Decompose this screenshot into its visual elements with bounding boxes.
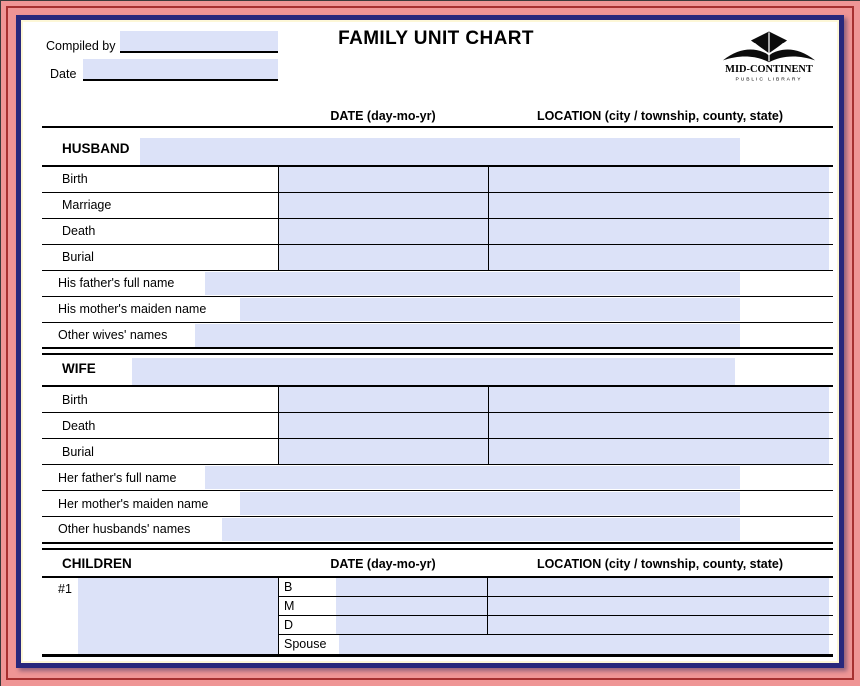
wife-other-husbands-field[interactable] [222, 518, 740, 541]
husband-other-wives-label: Other wives' names [58, 327, 168, 342]
child-spouse-label: Spouse [279, 635, 339, 654]
children-location-header: LOCATION (city / township, county, state) [536, 556, 784, 571]
husband-burial-location-field[interactable] [488, 245, 833, 270]
husband-name-field[interactable] [140, 138, 740, 165]
form-bottom-rule [42, 654, 833, 658]
logo-subtitle: PUBLIC LIBRARY [735, 77, 803, 83]
husband-other-wives-field[interactable] [195, 324, 740, 347]
child-marriage-label: M [279, 597, 336, 615]
husband-father-row [42, 271, 833, 297]
husband-mother-row [42, 297, 833, 323]
husband-other-wives-row [42, 323, 833, 348]
wife-mother-label: Her mother's maiden name [58, 496, 209, 511]
section-divider [42, 542, 833, 550]
wife-father-label: Her father's full name [58, 470, 177, 485]
child-death-row [279, 616, 833, 635]
husband-death-row [42, 219, 833, 245]
page-title: FAMILY UNIT CHART [338, 28, 534, 49]
wife-death-location-field[interactable] [488, 413, 833, 438]
child-name-field[interactable] [78, 578, 278, 654]
wife-birth-date-field[interactable] [278, 387, 488, 412]
husband-burial-label: Burial [62, 250, 94, 264]
child-spouse-row [279, 635, 833, 654]
date-label: Date [50, 67, 77, 81]
child-entry-1 [42, 578, 833, 654]
child-death-date-field[interactable] [336, 616, 487, 634]
wife-name-field[interactable] [132, 358, 735, 385]
family-unit-chart-document [16, 15, 844, 668]
husband-father-field[interactable] [205, 272, 740, 295]
child-spouse-field[interactable] [339, 635, 833, 654]
compiled-by-label: Compiled by [46, 39, 116, 53]
husband-birth-row [42, 167, 833, 193]
wife-father-field[interactable] [205, 466, 740, 489]
library-logo [716, 27, 822, 83]
husband-marriage-location-field[interactable] [488, 193, 833, 218]
wife-death-label: Death [62, 418, 96, 433]
wife-other-husbands-label: Other husbands' names [58, 522, 191, 537]
open-book-icon [723, 32, 815, 63]
child-marriage-location-field[interactable] [487, 597, 833, 615]
child-death-label: D [279, 616, 336, 634]
wife-other-husbands-row [42, 517, 833, 542]
form-table [42, 126, 833, 657]
children-header-row [42, 550, 833, 578]
location-column-header: LOCATION (city / township, county, state) [536, 109, 784, 123]
husband-birth-label: Birth [62, 172, 88, 186]
wife-birth-label: Birth [62, 392, 88, 407]
wife-burial-row [42, 439, 833, 465]
husband-marriage-date-field[interactable] [278, 193, 488, 218]
husband-death-date-field[interactable] [278, 219, 488, 244]
child-number: #1 [58, 581, 72, 596]
husband-birth-location-field[interactable] [488, 167, 833, 192]
child-birth-row [279, 578, 833, 597]
wife-father-row [42, 465, 833, 491]
child-marriage-date-field[interactable] [336, 597, 487, 615]
wife-burial-location-field[interactable] [488, 439, 833, 464]
child-events-table [278, 578, 833, 654]
husband-section-label: HUSBAND [62, 140, 130, 156]
children-section-label: CHILDREN [62, 555, 132, 571]
section-divider [42, 347, 833, 355]
child-marriage-row [279, 597, 833, 616]
child-birth-location-field[interactable] [487, 578, 833, 596]
husband-mother-label: His mother's maiden name [58, 302, 207, 316]
wife-death-date-field[interactable] [278, 413, 488, 438]
child-birth-date-field[interactable] [336, 578, 487, 596]
wife-death-row [42, 413, 833, 439]
child-number-cell [42, 578, 78, 654]
wife-section-label: WIFE [62, 361, 96, 376]
husband-mother-field[interactable] [240, 298, 740, 321]
wife-birth-location-field[interactable] [488, 387, 833, 412]
wife-section-row [42, 355, 833, 387]
husband-father-label: His father's full name [58, 276, 175, 290]
husband-burial-row [42, 245, 833, 271]
wife-mother-row [42, 491, 833, 517]
date-column-header: DATE (day-mo-yr) [330, 109, 436, 123]
children-date-header: DATE (day-mo-yr) [330, 556, 436, 571]
husband-section-row [42, 128, 833, 167]
wife-burial-label: Burial [62, 444, 94, 459]
child-birth-label: B [279, 578, 336, 596]
husband-death-label: Death [62, 224, 96, 238]
husband-burial-date-field[interactable] [278, 245, 488, 270]
wife-mother-field[interactable] [240, 492, 740, 515]
wife-birth-row [42, 387, 833, 413]
husband-death-location-field[interactable] [488, 219, 833, 244]
husband-birth-date-field[interactable] [278, 167, 488, 192]
logo-name: MID-CONTINENT [725, 64, 813, 76]
wife-burial-date-field[interactable] [278, 439, 488, 464]
child-death-location-field[interactable] [487, 616, 833, 634]
husband-marriage-row [42, 193, 833, 219]
compiled-date-field[interactable] [83, 59, 278, 81]
husband-marriage-label: Marriage [62, 198, 112, 212]
